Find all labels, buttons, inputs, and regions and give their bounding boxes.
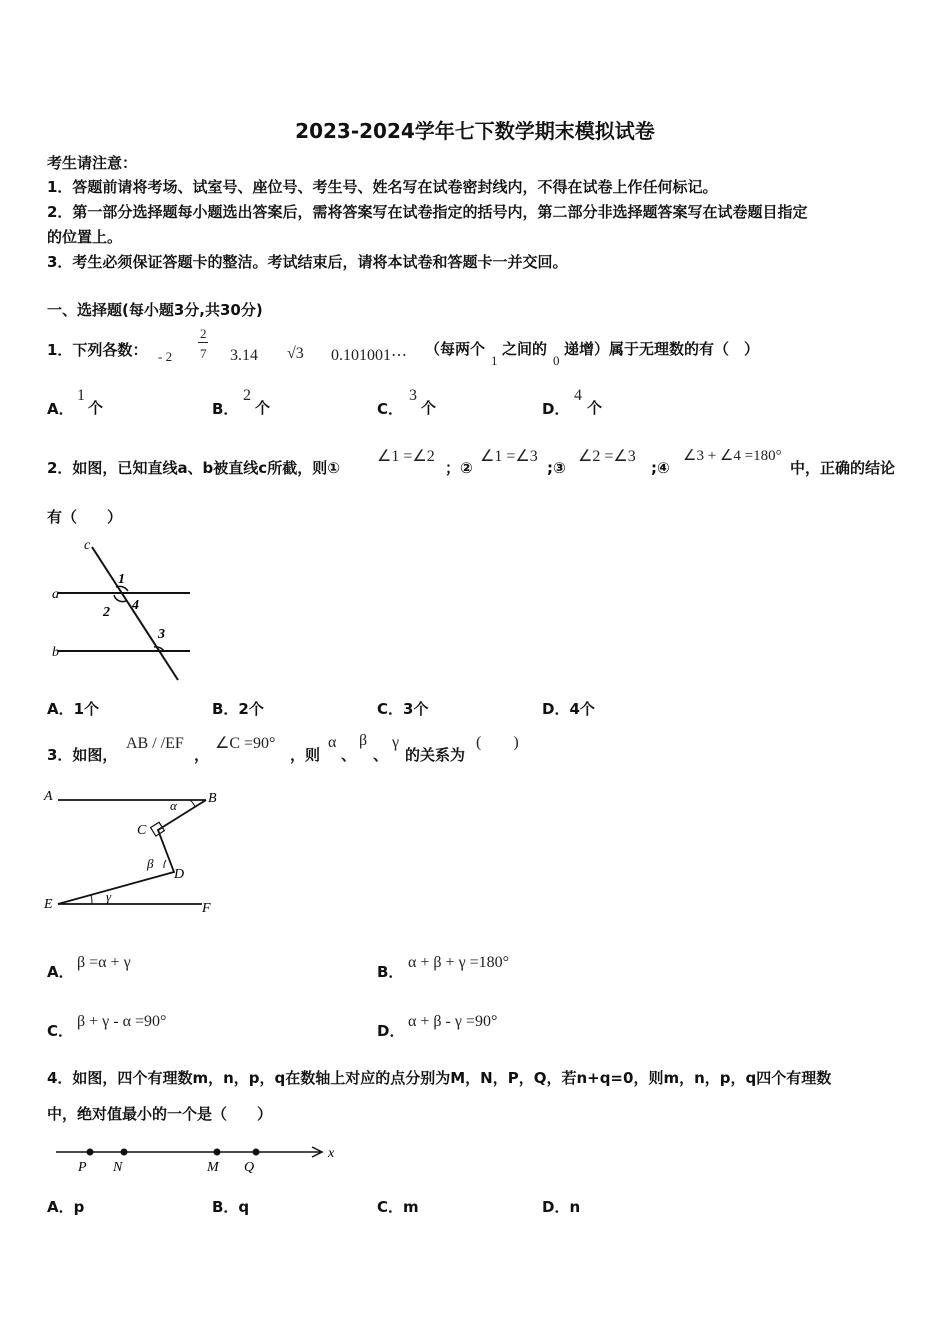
label-alpha: α — [170, 798, 177, 813]
label-b: b — [52, 645, 59, 660]
zigzag — [58, 800, 206, 904]
q3-option-c-label: C． — [47, 1022, 74, 1040]
page-title: 2023-2024学年七下数学期末模拟试卷 — [295, 119, 655, 143]
q2-option-d: D．4个 — [542, 700, 595, 718]
q3-option-c: β + γ - α =90° — [77, 1013, 167, 1030]
q3-option-a-label: A． — [47, 963, 74, 981]
q2-statement-4: ∠3 + ∠4 =180° — [683, 448, 782, 464]
q3-option-b: α + β + γ =180° — [408, 954, 510, 971]
q2-statement-1: ∠1 =∠2 — [377, 448, 435, 465]
label-gamma: γ — [106, 889, 112, 904]
q2-sep-4: ;④ — [651, 459, 670, 477]
q3-then: ，则 — [290, 746, 321, 764]
q2-option-b: B．2个 — [212, 700, 264, 718]
q3-beta: β — [359, 732, 368, 749]
label-a: a — [52, 587, 59, 602]
q1-digit-zero: 0 — [553, 353, 560, 368]
q1-number-3: 3.14 — [230, 347, 258, 364]
q1-digit-one: 1 — [491, 353, 498, 368]
q2-statement-3: ∠2 =∠3 — [578, 448, 636, 465]
q3-option-a: β =α + γ — [77, 954, 131, 971]
q2-option-a: A．1个 — [47, 700, 100, 718]
q1-option-a-value: 1 — [77, 387, 85, 404]
q3-sep-2: 、 — [373, 746, 389, 764]
q1-part-2: 之间的 — [502, 340, 548, 358]
q2-lead: 2．如图，已知直线a、b被直线c所截，则① — [47, 459, 340, 477]
label-C: C — [137, 823, 147, 838]
point-N — [121, 1149, 128, 1156]
label-beta: β — [147, 856, 154, 871]
q2-figure — [40, 535, 210, 685]
q3-option-d-label: D． — [377, 1022, 405, 1040]
q1-number-4: √3 — [287, 345, 304, 362]
label-B: B — [208, 791, 217, 806]
q3-figure — [40, 780, 230, 920]
q3-sep-1: 、 — [341, 746, 357, 764]
notice-heading: 考生请注意： — [47, 154, 138, 172]
q2-tail: 中，正确的结论 — [790, 459, 896, 477]
q4-line-1: 4．如图，四个有理数m，n，p，q在数轴上对应的点分别为M，N，P，Q，若n+q=0，则m，n，p，q四个有理数 — [47, 1069, 832, 1087]
q3-tail: 的关系为 — [405, 746, 466, 764]
q3-comma: ， — [194, 746, 210, 764]
q1-part-1: （每两个 — [425, 340, 486, 358]
label-A: A — [44, 789, 53, 804]
q4-number-line — [50, 1138, 350, 1178]
q3-condition-2: ∠C =90° — [215, 735, 276, 752]
label-N: N — [113, 1160, 123, 1175]
q3-lead: 3．如图， — [47, 746, 118, 764]
q1-option-c-label: C． — [377, 400, 404, 418]
angle-arc — [91, 895, 92, 904]
q1-fraction-bar — [198, 342, 208, 343]
label-M: M — [207, 1160, 219, 1175]
label-x: x — [328, 1146, 335, 1161]
q4-option-c: C．m — [377, 1198, 419, 1216]
q3-alpha: α — [328, 734, 337, 751]
q3-condition-1: AB / /EF — [126, 735, 184, 752]
q1-option-c-value: 3 — [409, 387, 417, 404]
q1-option-d-label: D． — [542, 400, 570, 418]
point-Q — [253, 1149, 260, 1156]
q1-option-b-label: B． — [212, 400, 239, 418]
q1-option-b-value: 2 — [243, 387, 251, 404]
label-Q: Q — [244, 1160, 255, 1175]
angle-arc — [164, 860, 166, 868]
label-E: E — [44, 897, 53, 912]
q4-option-a: A．p — [47, 1198, 85, 1216]
angle-arc — [190, 800, 195, 807]
notice-line-1: 1．答题前请将考场、试室号、座位号、考生号、姓名写在试卷密封线内，不得在试卷上作任何标记。 — [47, 178, 718, 196]
q3-gamma: γ — [392, 734, 400, 751]
q1-option-c-unit: 个 — [421, 399, 437, 417]
angle-label-4: 4 — [132, 598, 139, 613]
q1-option-d-unit: 个 — [587, 399, 603, 417]
label-c: c — [84, 538, 91, 553]
section-heading: 一、选择题(每小题3分,共30分) — [47, 301, 263, 319]
q1-lead: 1．下列各数： — [47, 341, 148, 359]
q1-option-b-unit: 个 — [255, 399, 271, 417]
q2-sep-2: ；② — [445, 459, 473, 477]
angle-label-3: 3 — [158, 627, 165, 642]
point-M — [214, 1149, 221, 1156]
q2-option-c: C．3个 — [377, 700, 429, 718]
q4-option-d: D．n — [542, 1198, 581, 1216]
notice-line-2: 2．第一部分选择题每小题选出答案后，需将答案写在试卷指定的括号内，第二部分非选择题答案写在试卷题目指定 — [47, 203, 808, 221]
q1-option-a-label: A． — [47, 400, 74, 418]
label-F: F — [202, 901, 211, 916]
q1-option-a-unit: 个 — [88, 399, 104, 417]
point-P — [87, 1149, 94, 1156]
q1-number-5: 0.101001⋯ — [331, 347, 407, 364]
label-P: P — [78, 1160, 87, 1175]
angle-label-1: 1 — [118, 572, 125, 587]
q4-option-b: B．q — [212, 1198, 250, 1216]
q1-option-d-value: 4 — [574, 387, 582, 404]
q4-line-2: 中，绝对值最小的一个是（ ） — [47, 1105, 273, 1123]
notice-line-2b: 的位置上。 — [47, 228, 123, 246]
notice-line-3: 3．考生必须保证答题卡的整洁。考试结束后，请将本试卷和答题卡一并交回。 — [47, 253, 568, 271]
q1-fraction-numerator: 2 — [200, 326, 207, 341]
q3-answer-paren: ( ) — [476, 734, 519, 751]
q1-fraction-denominator: 7 — [200, 346, 207, 361]
label-D: D — [174, 867, 185, 882]
q3-option-d: α + β - γ =90° — [408, 1013, 498, 1030]
q1-part-3: 递增）属于无理数的有（ ） — [564, 340, 760, 358]
angle-label-2: 2 — [103, 605, 110, 620]
q2-sep-3: ;③ — [547, 459, 566, 477]
q2-line-2: 有（ ） — [47, 508, 123, 526]
q2-statement-2: ∠1 =∠3 — [480, 448, 538, 465]
q1-number-1: - 2 — [158, 349, 173, 364]
q3-option-b-label: B． — [377, 963, 404, 981]
right-angle-mark — [151, 822, 165, 836]
